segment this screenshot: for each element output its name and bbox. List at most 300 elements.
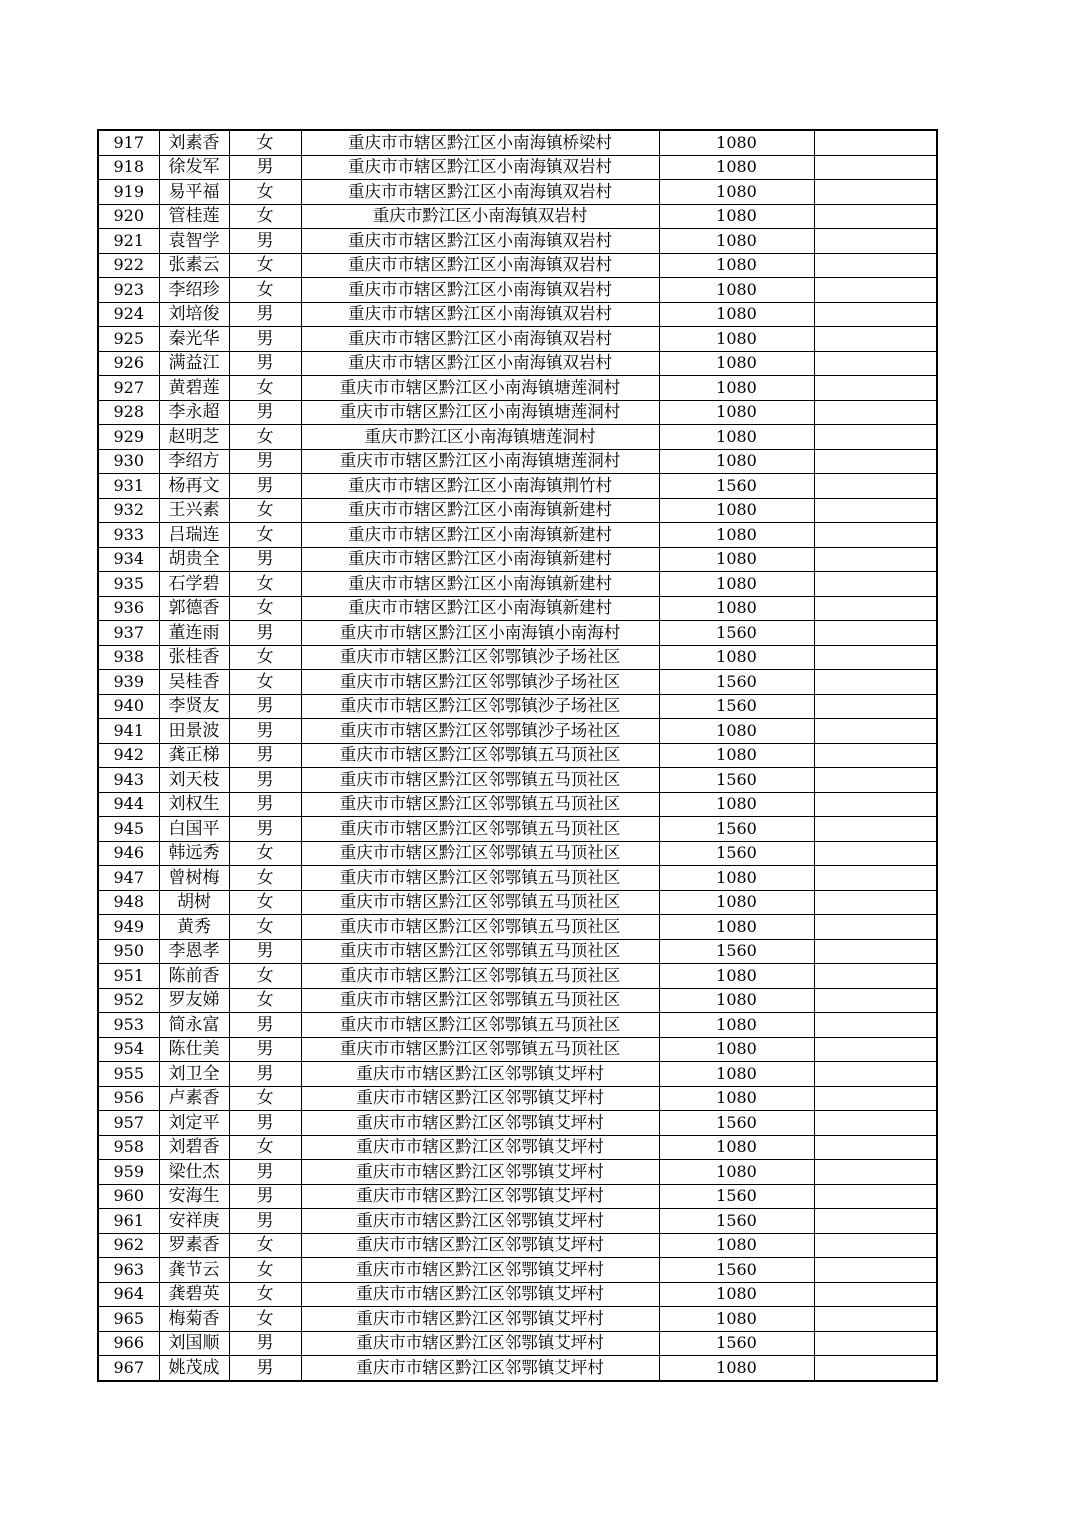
cell-name: 陈仕美 bbox=[159, 1037, 229, 1062]
cell-amount: 1560 bbox=[659, 1209, 814, 1234]
cell-number: 943 bbox=[98, 768, 159, 793]
cell-gender: 男 bbox=[229, 1184, 301, 1209]
cell-address: 重庆市市辖区黔江区小南海镇新建村 bbox=[301, 523, 659, 548]
cell-amount: 1080 bbox=[659, 130, 814, 155]
cell-note bbox=[814, 743, 937, 768]
cell-gender: 女 bbox=[229, 523, 301, 548]
cell-gender: 女 bbox=[229, 498, 301, 523]
cell-gender: 女 bbox=[229, 841, 301, 866]
cell-gender: 女 bbox=[229, 204, 301, 229]
cell-name: 刘培俊 bbox=[159, 302, 229, 327]
table-row bbox=[98, 1209, 937, 1234]
cell-name: 张桂香 bbox=[159, 645, 229, 670]
table-row bbox=[98, 596, 937, 621]
cell-note bbox=[814, 1307, 937, 1332]
cell-name: 董连雨 bbox=[159, 621, 229, 646]
cell-name: 郭德香 bbox=[159, 596, 229, 621]
cell-note bbox=[814, 547, 937, 572]
cell-address: 重庆市市辖区黔江区小南海镇塘莲洞村 bbox=[301, 400, 659, 425]
cell-number: 929 bbox=[98, 425, 159, 450]
cell-gender: 男 bbox=[229, 1160, 301, 1185]
cell-address: 重庆市市辖区黔江区邻鄂镇五马顶社区 bbox=[301, 964, 659, 989]
table-row bbox=[98, 1111, 937, 1136]
cell-amount: 1560 bbox=[659, 670, 814, 695]
table-row bbox=[98, 915, 937, 940]
cell-address: 重庆市市辖区黔江区邻鄂镇艾坪村 bbox=[301, 1135, 659, 1160]
cell-gender: 男 bbox=[229, 229, 301, 254]
cell-amount: 1080 bbox=[659, 523, 814, 548]
table-row bbox=[98, 1282, 937, 1307]
cell-note bbox=[814, 670, 937, 695]
cell-address: 重庆市市辖区黔江区邻鄂镇五马顶社区 bbox=[301, 768, 659, 793]
cell-name: 安祥庚 bbox=[159, 1209, 229, 1234]
table-row bbox=[98, 1160, 937, 1185]
cell-amount: 1080 bbox=[659, 376, 814, 401]
cell-amount: 1560 bbox=[659, 621, 814, 646]
cell-note bbox=[814, 449, 937, 474]
cell-note bbox=[814, 694, 937, 719]
cell-gender: 女 bbox=[229, 915, 301, 940]
cell-number: 967 bbox=[98, 1356, 159, 1381]
cell-address: 重庆市市辖区黔江区邻鄂镇沙子场社区 bbox=[301, 719, 659, 744]
cell-gender: 女 bbox=[229, 890, 301, 915]
cell-name: 赵明芝 bbox=[159, 425, 229, 450]
cell-address: 重庆市市辖区黔江区小南海镇双岩村 bbox=[301, 253, 659, 278]
cell-number: 920 bbox=[98, 204, 159, 229]
cell-gender: 女 bbox=[229, 1282, 301, 1307]
cell-number: 950 bbox=[98, 939, 159, 964]
table-row bbox=[98, 670, 937, 695]
cell-amount: 1080 bbox=[659, 1233, 814, 1258]
table-row bbox=[98, 376, 937, 401]
table-row bbox=[98, 621, 937, 646]
cell-note bbox=[814, 964, 937, 989]
cell-gender: 女 bbox=[229, 253, 301, 278]
cell-address: 重庆市市辖区黔江区邻鄂镇五马顶社区 bbox=[301, 1013, 659, 1038]
cell-number: 958 bbox=[98, 1135, 159, 1160]
cell-name: 梁仕杰 bbox=[159, 1160, 229, 1185]
cell-amount: 1080 bbox=[659, 498, 814, 523]
table-row bbox=[98, 792, 937, 817]
table-row bbox=[98, 498, 937, 523]
table-row bbox=[98, 327, 937, 352]
cell-address: 重庆市市辖区黔江区小南海镇塘莲洞村 bbox=[301, 376, 659, 401]
table-row bbox=[98, 743, 937, 768]
cell-address: 重庆市市辖区黔江区邻鄂镇五马顶社区 bbox=[301, 939, 659, 964]
cell-note bbox=[814, 817, 937, 842]
cell-amount: 1080 bbox=[659, 204, 814, 229]
cell-gender: 男 bbox=[229, 1209, 301, 1234]
cell-note bbox=[814, 229, 937, 254]
cell-amount: 1080 bbox=[659, 743, 814, 768]
cell-name: 刘定平 bbox=[159, 1111, 229, 1136]
table-row bbox=[98, 890, 937, 915]
cell-name: 杨再文 bbox=[159, 474, 229, 499]
cell-gender: 男 bbox=[229, 694, 301, 719]
cell-number: 923 bbox=[98, 278, 159, 303]
cell-number: 930 bbox=[98, 449, 159, 474]
cell-address: 重庆市市辖区黔江区邻鄂镇五马顶社区 bbox=[301, 988, 659, 1013]
cell-number: 954 bbox=[98, 1037, 159, 1062]
cell-address: 重庆市市辖区黔江区邻鄂镇五马顶社区 bbox=[301, 890, 659, 915]
cell-amount: 1080 bbox=[659, 327, 814, 352]
cell-address: 重庆市市辖区黔江区小南海镇双岩村 bbox=[301, 229, 659, 254]
cell-name: 胡树 bbox=[159, 890, 229, 915]
table-row bbox=[98, 719, 937, 744]
cell-name: 吕瑞连 bbox=[159, 523, 229, 548]
cell-number: 944 bbox=[98, 792, 159, 817]
cell-number: 965 bbox=[98, 1307, 159, 1332]
cell-note bbox=[814, 1111, 937, 1136]
cell-note bbox=[814, 1209, 937, 1234]
cell-address: 重庆市市辖区黔江区小南海镇荆竹村 bbox=[301, 474, 659, 499]
cell-note bbox=[814, 841, 937, 866]
cell-amount: 1080 bbox=[659, 1062, 814, 1087]
cell-name: 梅菊香 bbox=[159, 1307, 229, 1332]
table-row bbox=[98, 253, 937, 278]
cell-name: 姚茂成 bbox=[159, 1356, 229, 1381]
cell-address: 重庆市市辖区黔江区小南海镇新建村 bbox=[301, 547, 659, 572]
cell-name: 罗素香 bbox=[159, 1233, 229, 1258]
cell-number: 960 bbox=[98, 1184, 159, 1209]
cell-address: 重庆市市辖区黔江区邻鄂镇艾坪村 bbox=[301, 1282, 659, 1307]
cell-amount: 1080 bbox=[659, 1160, 814, 1185]
cell-name: 刘碧香 bbox=[159, 1135, 229, 1160]
cell-name: 王兴素 bbox=[159, 498, 229, 523]
cell-note bbox=[814, 1258, 937, 1283]
cell-note bbox=[814, 572, 937, 597]
table-row bbox=[98, 1037, 937, 1062]
cell-address: 重庆市市辖区黔江区邻鄂镇五马顶社区 bbox=[301, 841, 659, 866]
cell-name: 龚正梯 bbox=[159, 743, 229, 768]
cell-number: 961 bbox=[98, 1209, 159, 1234]
cell-note bbox=[814, 523, 937, 548]
cell-number: 917 bbox=[98, 130, 159, 155]
cell-note bbox=[814, 376, 937, 401]
table-row bbox=[98, 449, 937, 474]
cell-number: 964 bbox=[98, 1282, 159, 1307]
cell-name: 李永超 bbox=[159, 400, 229, 425]
cell-address: 重庆市市辖区黔江区小南海镇新建村 bbox=[301, 498, 659, 523]
cell-gender: 女 bbox=[229, 278, 301, 303]
table-row bbox=[98, 180, 937, 205]
cell-number: 963 bbox=[98, 1258, 159, 1283]
cell-address: 重庆市市辖区黔江区邻鄂镇艾坪村 bbox=[301, 1209, 659, 1234]
cell-gender: 女 bbox=[229, 1233, 301, 1258]
cell-address: 重庆市市辖区黔江区小南海镇桥梁村 bbox=[301, 130, 659, 155]
table-row bbox=[98, 1135, 937, 1160]
cell-gender: 女 bbox=[229, 866, 301, 891]
cell-gender: 男 bbox=[229, 547, 301, 572]
cell-address: 重庆市市辖区黔江区邻鄂镇艾坪村 bbox=[301, 1086, 659, 1111]
cell-gender: 男 bbox=[229, 449, 301, 474]
cell-gender: 男 bbox=[229, 1062, 301, 1087]
table-row bbox=[98, 1233, 937, 1258]
cell-amount: 1080 bbox=[659, 400, 814, 425]
table-row bbox=[98, 1184, 937, 1209]
cell-address: 重庆市市辖区黔江区小南海镇双岩村 bbox=[301, 155, 659, 180]
cell-number: 952 bbox=[98, 988, 159, 1013]
cell-gender: 男 bbox=[229, 327, 301, 352]
cell-gender: 男 bbox=[229, 1356, 301, 1381]
cell-note bbox=[814, 866, 937, 891]
cell-address: 重庆市市辖区黔江区邻鄂镇艾坪村 bbox=[301, 1307, 659, 1332]
table-row bbox=[98, 400, 937, 425]
cell-gender: 男 bbox=[229, 719, 301, 744]
cell-amount: 1080 bbox=[659, 964, 814, 989]
cell-note bbox=[814, 719, 937, 744]
cell-amount: 1080 bbox=[659, 229, 814, 254]
cell-number: 938 bbox=[98, 645, 159, 670]
cell-name: 刘天枝 bbox=[159, 768, 229, 793]
table-row bbox=[98, 572, 937, 597]
cell-note bbox=[814, 1135, 937, 1160]
cell-gender: 女 bbox=[229, 130, 301, 155]
cell-number: 934 bbox=[98, 547, 159, 572]
cell-number: 955 bbox=[98, 1062, 159, 1087]
table-row bbox=[98, 694, 937, 719]
cell-name: 秦光华 bbox=[159, 327, 229, 352]
cell-number: 941 bbox=[98, 719, 159, 744]
cell-name: 满益江 bbox=[159, 351, 229, 376]
cell-name: 刘素香 bbox=[159, 130, 229, 155]
cell-number: 956 bbox=[98, 1086, 159, 1111]
cell-amount: 1560 bbox=[659, 817, 814, 842]
cell-gender: 男 bbox=[229, 155, 301, 180]
cell-address: 重庆市市辖区黔江区邻鄂镇艾坪村 bbox=[301, 1062, 659, 1087]
table-row bbox=[98, 425, 937, 450]
table-row bbox=[98, 1258, 937, 1283]
cell-amount: 1080 bbox=[659, 1282, 814, 1307]
table-row bbox=[98, 130, 937, 155]
cell-gender: 男 bbox=[229, 302, 301, 327]
cell-gender: 男 bbox=[229, 1013, 301, 1038]
cell-gender: 女 bbox=[229, 376, 301, 401]
cell-name: 卢素香 bbox=[159, 1086, 229, 1111]
table-row bbox=[98, 1013, 937, 1038]
cell-address: 重庆市黔江区小南海镇双岩村 bbox=[301, 204, 659, 229]
cell-address: 重庆市市辖区黔江区邻鄂镇五马顶社区 bbox=[301, 866, 659, 891]
cell-amount: 1080 bbox=[659, 253, 814, 278]
cell-gender: 女 bbox=[229, 964, 301, 989]
cell-note bbox=[814, 498, 937, 523]
cell-number: 933 bbox=[98, 523, 159, 548]
cell-note bbox=[814, 596, 937, 621]
cell-name: 龚碧英 bbox=[159, 1282, 229, 1307]
cell-amount: 1080 bbox=[659, 547, 814, 572]
cell-name: 李绍珍 bbox=[159, 278, 229, 303]
cell-number: 922 bbox=[98, 253, 159, 278]
cell-name: 白国平 bbox=[159, 817, 229, 842]
cell-note bbox=[814, 1356, 937, 1381]
cell-amount: 1080 bbox=[659, 719, 814, 744]
cell-name: 刘卫全 bbox=[159, 1062, 229, 1087]
cell-address: 重庆市市辖区黔江区邻鄂镇艾坪村 bbox=[301, 1111, 659, 1136]
table-row bbox=[98, 204, 937, 229]
cell-number: 924 bbox=[98, 302, 159, 327]
cell-address: 重庆市市辖区黔江区小南海镇双岩村 bbox=[301, 351, 659, 376]
cell-amount: 1080 bbox=[659, 180, 814, 205]
cell-amount: 1080 bbox=[659, 645, 814, 670]
table-body bbox=[98, 130, 937, 1381]
cell-gender: 男 bbox=[229, 1111, 301, 1136]
cell-amount: 1560 bbox=[659, 694, 814, 719]
cell-note bbox=[814, 1062, 937, 1087]
table-row bbox=[98, 1356, 937, 1381]
cell-amount: 1080 bbox=[659, 351, 814, 376]
table-row bbox=[98, 302, 937, 327]
cell-gender: 女 bbox=[229, 988, 301, 1013]
table-row bbox=[98, 547, 937, 572]
cell-amount: 1080 bbox=[659, 278, 814, 303]
table-row bbox=[98, 939, 937, 964]
cell-gender: 男 bbox=[229, 400, 301, 425]
cell-gender: 女 bbox=[229, 180, 301, 205]
cell-name: 管桂莲 bbox=[159, 204, 229, 229]
cell-name: 李贤友 bbox=[159, 694, 229, 719]
cell-number: 925 bbox=[98, 327, 159, 352]
cell-number: 949 bbox=[98, 915, 159, 940]
cell-address: 重庆市市辖区黔江区邻鄂镇沙子场社区 bbox=[301, 694, 659, 719]
cell-amount: 1080 bbox=[659, 915, 814, 940]
table-row bbox=[98, 278, 937, 303]
cell-note bbox=[814, 302, 937, 327]
cell-name: 黄秀 bbox=[159, 915, 229, 940]
cell-amount: 1560 bbox=[659, 1331, 814, 1356]
cell-gender: 女 bbox=[229, 670, 301, 695]
table-row bbox=[98, 645, 937, 670]
cell-amount: 1560 bbox=[659, 1184, 814, 1209]
cell-number: 940 bbox=[98, 694, 159, 719]
cell-address: 重庆市市辖区黔江区邻鄂镇五马顶社区 bbox=[301, 792, 659, 817]
cell-address: 重庆市市辖区黔江区邻鄂镇艾坪村 bbox=[301, 1356, 659, 1381]
cell-note bbox=[814, 278, 937, 303]
cell-amount: 1080 bbox=[659, 449, 814, 474]
cell-name: 安海生 bbox=[159, 1184, 229, 1209]
cell-gender: 男 bbox=[229, 1331, 301, 1356]
table-row bbox=[98, 817, 937, 842]
cell-amount: 1080 bbox=[659, 1086, 814, 1111]
cell-amount: 1080 bbox=[659, 302, 814, 327]
cell-note bbox=[814, 351, 937, 376]
cell-name: 黄碧莲 bbox=[159, 376, 229, 401]
table-row bbox=[98, 523, 937, 548]
cell-amount: 1080 bbox=[659, 1013, 814, 1038]
cell-amount: 1080 bbox=[659, 572, 814, 597]
cell-amount: 1560 bbox=[659, 841, 814, 866]
cell-gender: 女 bbox=[229, 425, 301, 450]
cell-address: 重庆市黔江区小南海镇塘莲洞村 bbox=[301, 425, 659, 450]
table-row bbox=[98, 351, 937, 376]
cell-address: 重庆市市辖区黔江区小南海镇新建村 bbox=[301, 572, 659, 597]
cell-name: 徐发军 bbox=[159, 155, 229, 180]
cell-number: 936 bbox=[98, 596, 159, 621]
cell-name: 刘权生 bbox=[159, 792, 229, 817]
cell-address: 重庆市市辖区黔江区小南海镇双岩村 bbox=[301, 327, 659, 352]
cell-note bbox=[814, 474, 937, 499]
cell-name: 曾树梅 bbox=[159, 866, 229, 891]
cell-address: 重庆市市辖区黔江区小南海镇双岩村 bbox=[301, 278, 659, 303]
cell-number: 945 bbox=[98, 817, 159, 842]
cell-note bbox=[814, 939, 937, 964]
cell-address: 重庆市市辖区黔江区小南海镇双岩村 bbox=[301, 180, 659, 205]
cell-amount: 1080 bbox=[659, 890, 814, 915]
cell-address: 重庆市市辖区黔江区邻鄂镇五马顶社区 bbox=[301, 743, 659, 768]
cell-note bbox=[814, 1013, 937, 1038]
cell-number: 957 bbox=[98, 1111, 159, 1136]
cell-name: 李绍方 bbox=[159, 449, 229, 474]
cell-number: 931 bbox=[98, 474, 159, 499]
cell-address: 重庆市市辖区黔江区小南海镇塘莲洞村 bbox=[301, 449, 659, 474]
cell-name: 龚节云 bbox=[159, 1258, 229, 1283]
cell-name: 罗友娣 bbox=[159, 988, 229, 1013]
cell-amount: 1560 bbox=[659, 768, 814, 793]
cell-name: 陈前香 bbox=[159, 964, 229, 989]
cell-gender: 男 bbox=[229, 939, 301, 964]
cell-address: 重庆市市辖区黔江区邻鄂镇艾坪村 bbox=[301, 1331, 659, 1356]
cell-gender: 男 bbox=[229, 817, 301, 842]
cell-gender: 男 bbox=[229, 474, 301, 499]
cell-address: 重庆市市辖区黔江区小南海镇小南海村 bbox=[301, 621, 659, 646]
cell-address: 重庆市市辖区黔江区小南海镇新建村 bbox=[301, 596, 659, 621]
cell-name: 袁智学 bbox=[159, 229, 229, 254]
cell-note bbox=[814, 768, 937, 793]
cell-gender: 男 bbox=[229, 792, 301, 817]
cell-number: 926 bbox=[98, 351, 159, 376]
cell-number: 966 bbox=[98, 1331, 159, 1356]
cell-gender: 男 bbox=[229, 768, 301, 793]
table-row bbox=[98, 964, 937, 989]
cell-note bbox=[814, 425, 937, 450]
cell-gender: 男 bbox=[229, 621, 301, 646]
cell-gender: 女 bbox=[229, 1307, 301, 1332]
cell-number: 962 bbox=[98, 1233, 159, 1258]
cell-name: 胡贵全 bbox=[159, 547, 229, 572]
cell-note bbox=[814, 988, 937, 1013]
cell-address: 重庆市市辖区黔江区小南海镇双岩村 bbox=[301, 302, 659, 327]
table-row bbox=[98, 1062, 937, 1087]
cell-gender: 男 bbox=[229, 351, 301, 376]
cell-note bbox=[814, 792, 937, 817]
cell-name: 简永富 bbox=[159, 1013, 229, 1038]
cell-number: 935 bbox=[98, 572, 159, 597]
cell-name: 石学碧 bbox=[159, 572, 229, 597]
cell-note bbox=[814, 180, 937, 205]
cell-amount: 1080 bbox=[659, 425, 814, 450]
cell-amount: 1080 bbox=[659, 866, 814, 891]
cell-note bbox=[814, 204, 937, 229]
cell-gender: 女 bbox=[229, 1258, 301, 1283]
cell-address: 重庆市市辖区黔江区邻鄂镇艾坪村 bbox=[301, 1160, 659, 1185]
cell-amount: 1080 bbox=[659, 155, 814, 180]
cell-address: 重庆市市辖区黔江区邻鄂镇艾坪村 bbox=[301, 1233, 659, 1258]
cell-amount: 1560 bbox=[659, 474, 814, 499]
cell-gender: 女 bbox=[229, 572, 301, 597]
cell-note bbox=[814, 1037, 937, 1062]
cell-gender: 女 bbox=[229, 596, 301, 621]
cell-note bbox=[814, 1086, 937, 1111]
cell-note bbox=[814, 327, 937, 352]
cell-amount: 1080 bbox=[659, 988, 814, 1013]
table-row bbox=[98, 866, 937, 891]
cell-number: 918 bbox=[98, 155, 159, 180]
cell-number: 932 bbox=[98, 498, 159, 523]
cell-name: 李恩孝 bbox=[159, 939, 229, 964]
cell-number: 928 bbox=[98, 400, 159, 425]
cell-note bbox=[814, 621, 937, 646]
cell-name: 刘国顺 bbox=[159, 1331, 229, 1356]
cell-gender: 男 bbox=[229, 1037, 301, 1062]
